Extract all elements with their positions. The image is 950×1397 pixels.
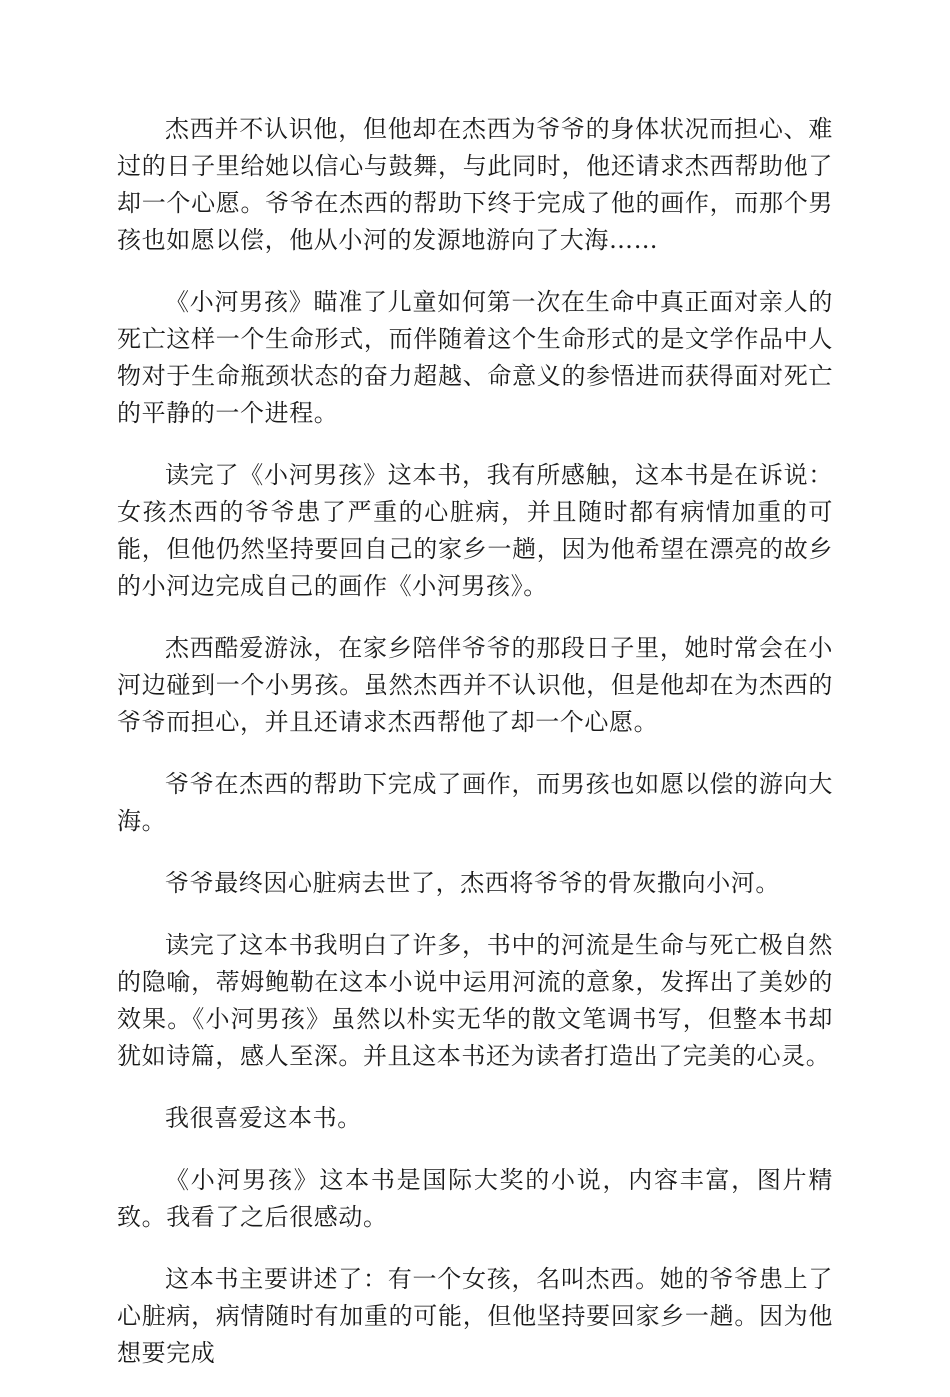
paragraph: 《小河男孩》瞄准了儿童如何第一次在生命中真正面对亲人的死亡这样一个生命形式，而伴随着这个生命形式的是文学作品中人物对于生命瓶颈状态的奋力超越、命意义的参悟进而获得面对死亡的平静的一个进程。 bbox=[117, 288, 833, 427]
paragraph: 《小河男孩》这本书是国际大奖的小说，内容丰富，图片精致。我看了之后很感动。 bbox=[117, 1166, 833, 1231]
paragraph: 爷爷在杰西的帮助下完成了画作，而男孩也如愿以偿的游向大海。 bbox=[117, 770, 833, 835]
paragraph: 杰西酷爱游泳，在家乡陪伴爷爷的那段日子里，她时常会在小河边碰到一个小男孩。虽然杰西并不认识他，但是他却在为杰西的爷爷而担心，并且还请求杰西帮他了却一个心愿。 bbox=[117, 634, 833, 736]
paragraph: 我很喜爱这本书。 bbox=[165, 1104, 362, 1132]
paragraph: 爷爷最终因心脏病去世了，杰西将爷爷的骨灰撒向小河。 bbox=[165, 869, 780, 897]
document-body bbox=[117, 111, 833, 1397]
paragraph: 读完了《小河男孩》这本书，我有所感触，这本书是在诉说：女孩杰西的爷爷患了严重的心脏病，并且随时都有病情加重的可能，但他仍然坚持要回自己的家乡一趟，因为他希望在漂亮的故乡的小河边完成自己的画作《小河男孩》。 bbox=[117, 461, 833, 600]
paragraph: 杰西并不认识他，但他却在杰西为爷爷的身体状况而担心、难过的日子里给她以信心与鼓舞，与此同时，他还请求杰西帮助他了却一个心愿。爷爷在杰西的帮助下终于完成了他的画作，而那个男孩也如愿以偿，他从小河的发源地游向了大海…… bbox=[117, 115, 833, 254]
paragraph: 这本书主要讲述了：有一个女孩，名叫杰西。她的爷爷患上了心脏病，病情随时有加重的可能，但他坚持要回家乡一趟。因为他想要完成 bbox=[117, 1265, 833, 1367]
paragraph: 读完了这本书我明白了许多，书中的河流是生命与死亡极自然的隐喻，蒂姆鲍勒在这本小说中运用河流的意象，发挥出了美妙的效果。《小河男孩》虽然以朴实无华的散文笔调书写，但整本书却犹如诗篇，感人至深。并且这本书还为读者打造出了完美的心灵。 bbox=[117, 931, 833, 1070]
